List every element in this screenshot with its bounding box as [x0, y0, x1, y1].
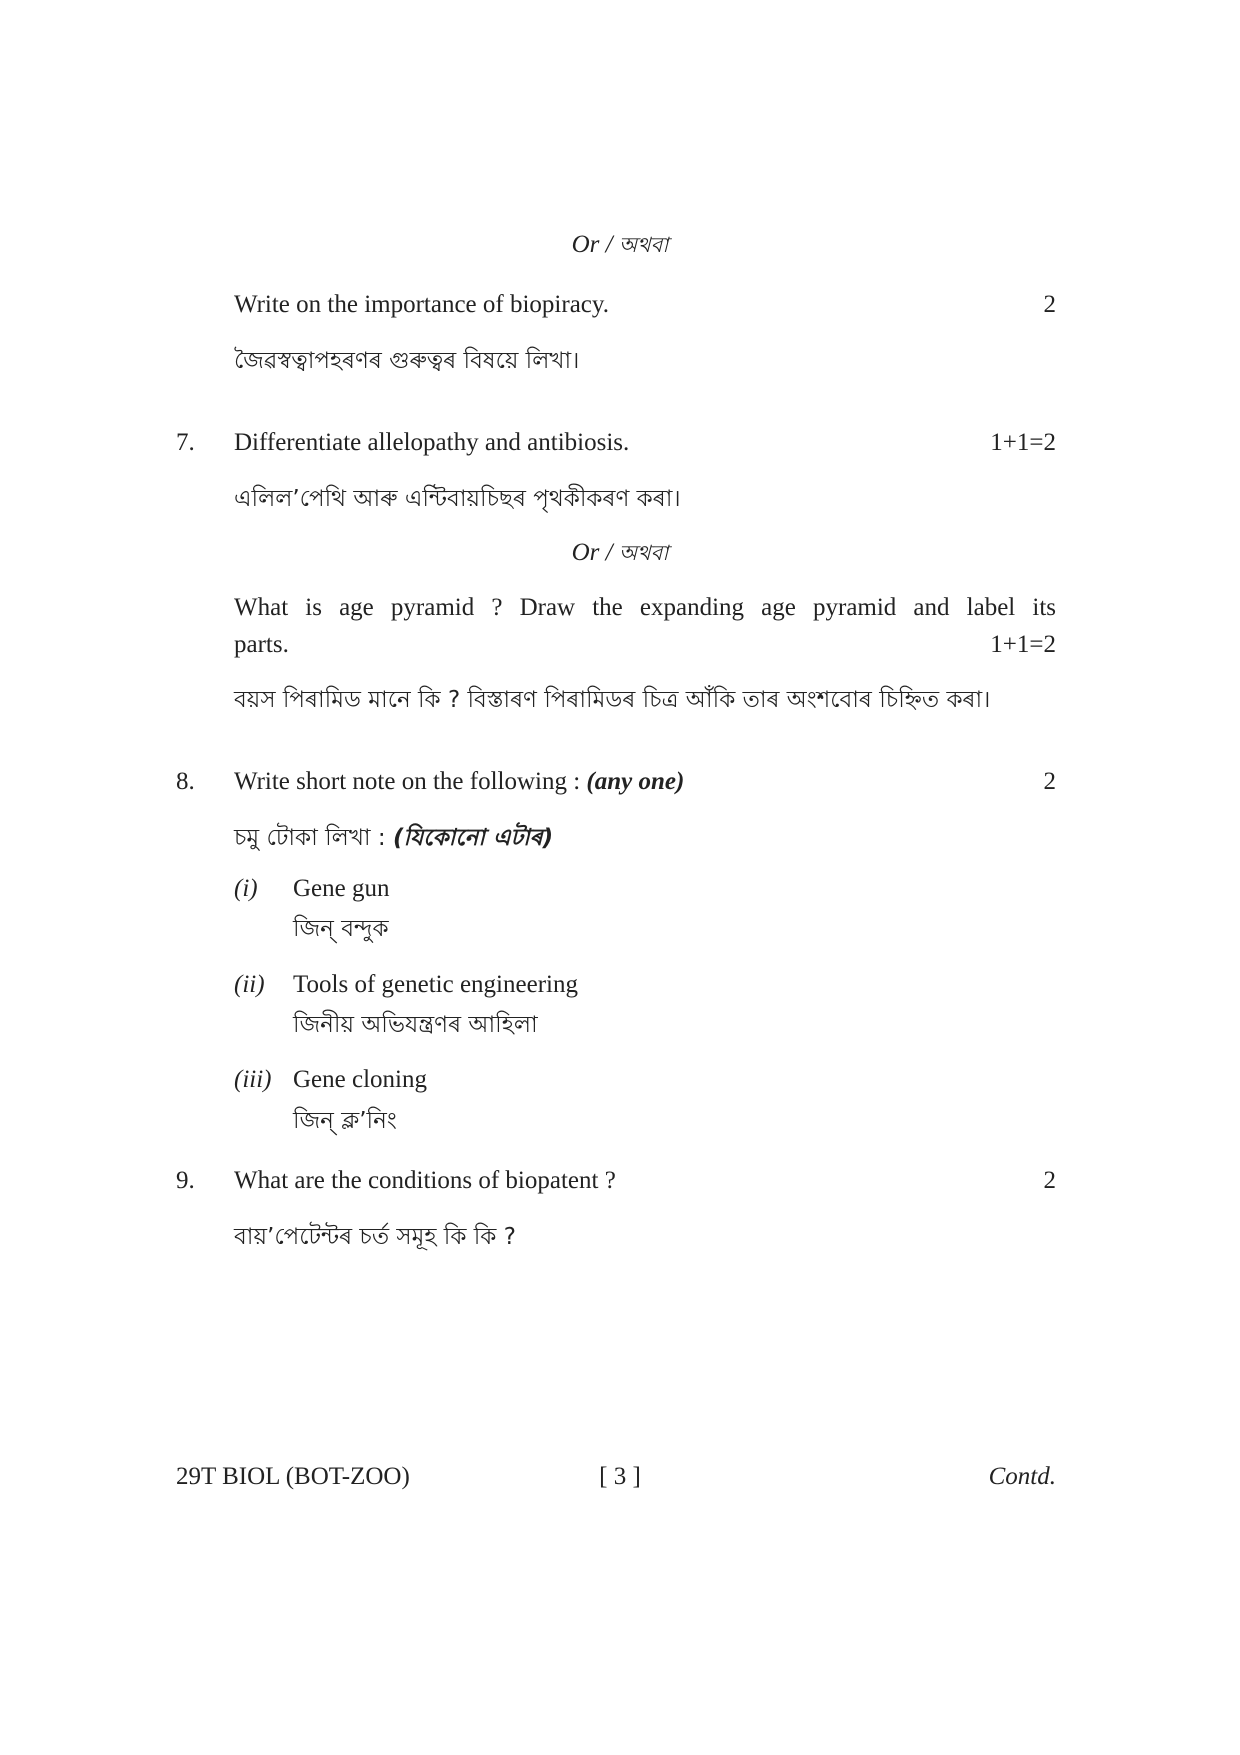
q8-text-as-main: চমু টোকা লিখা :: [234, 825, 393, 851]
q8-item-roman: (i): [234, 875, 258, 902]
footer-paper-code: 29T BIOL (BOT-ZOO): [176, 1463, 410, 1490]
q8-text-as: [234, 823, 553, 853]
or-sep: /: [599, 231, 619, 258]
q6-or-marks: 2: [1043, 291, 1056, 318]
q7-text-as: এলিল’পেথি আৰু এন্টিবায়চিছৰ পৃথকীকৰণ কৰা।: [234, 486, 681, 512]
q8-item-en: Gene gun: [293, 875, 390, 902]
q8-text-en-italic: (any one): [586, 768, 685, 795]
q7-marks: 1+1=2: [990, 429, 1056, 456]
q8-number: 8.: [176, 768, 195, 795]
q9-text-en: What are the conditions of biopatent ?: [234, 1167, 616, 1194]
or-sep: /: [599, 539, 619, 566]
or-separator: [0, 538, 1240, 568]
q7-or-text-as: বয়স পিৰামিড মানে কি ? বিস্তাৰণ পিৰামিডৰ চিত্ৰ আঁকি তাৰ অংশবোৰ চিহ্নিত কৰা।: [234, 687, 991, 713]
q7-or-text-en-line1: What is age pyramid ? Draw the expanding age pyramid and label its: [234, 594, 1056, 621]
q6-or-text-as: জৈৱস্বত্বাপহৰণৰ গুৰুত্বৰ বিষয়ে লিখা।: [234, 348, 580, 374]
or-label-as: অথবা: [618, 541, 669, 565]
q8-item-en: Gene cloning: [293, 1066, 427, 1093]
q9-marks: 2: [1043, 1167, 1056, 1194]
q8-text-as-italic: (যিকোনো এটাৰ): [392, 825, 554, 851]
or-label-en: Or: [571, 231, 600, 258]
q8-item-as: জিন্ বন্দুক: [293, 916, 389, 942]
q8-item-roman: (ii): [234, 971, 265, 998]
q7-or-marks: 1+1=2: [990, 631, 1056, 658]
q8-item-as: জিনীয় অভিযন্ত্ৰণৰ আহিলা: [293, 1012, 538, 1038]
footer-contd: Contd.: [988, 1463, 1056, 1490]
q8-item-en: Tools of genetic engineering: [293, 971, 578, 998]
footer-page-number: [ 3 ]: [599, 1463, 641, 1490]
q9-text-as: বায়’পেটেন্টৰ চৰ্ত সমূহ কি কি ?: [234, 1224, 516, 1250]
q6-or-text-en: Write on the importance of biopiracy.: [234, 291, 610, 318]
q8-text-en-main: Write short note on the following :: [234, 768, 587, 795]
q9-number: 9.: [176, 1167, 195, 1194]
or-label-as: অথবা: [618, 233, 669, 257]
q8-item-roman: (iii): [234, 1066, 272, 1093]
q7-or-text-en-line2: parts.: [234, 631, 289, 658]
q7-text-en: Differentiate allelopathy and antibiosis.: [234, 429, 630, 456]
q8-item-as: জিন্ ক্ল’নিং: [293, 1108, 397, 1134]
or-label-en: Or: [571, 539, 600, 566]
q7-number: 7.: [176, 429, 195, 456]
or-separator: [0, 230, 1240, 260]
q8-marks: 2: [1043, 768, 1056, 795]
q8-text-en: [234, 767, 684, 797]
